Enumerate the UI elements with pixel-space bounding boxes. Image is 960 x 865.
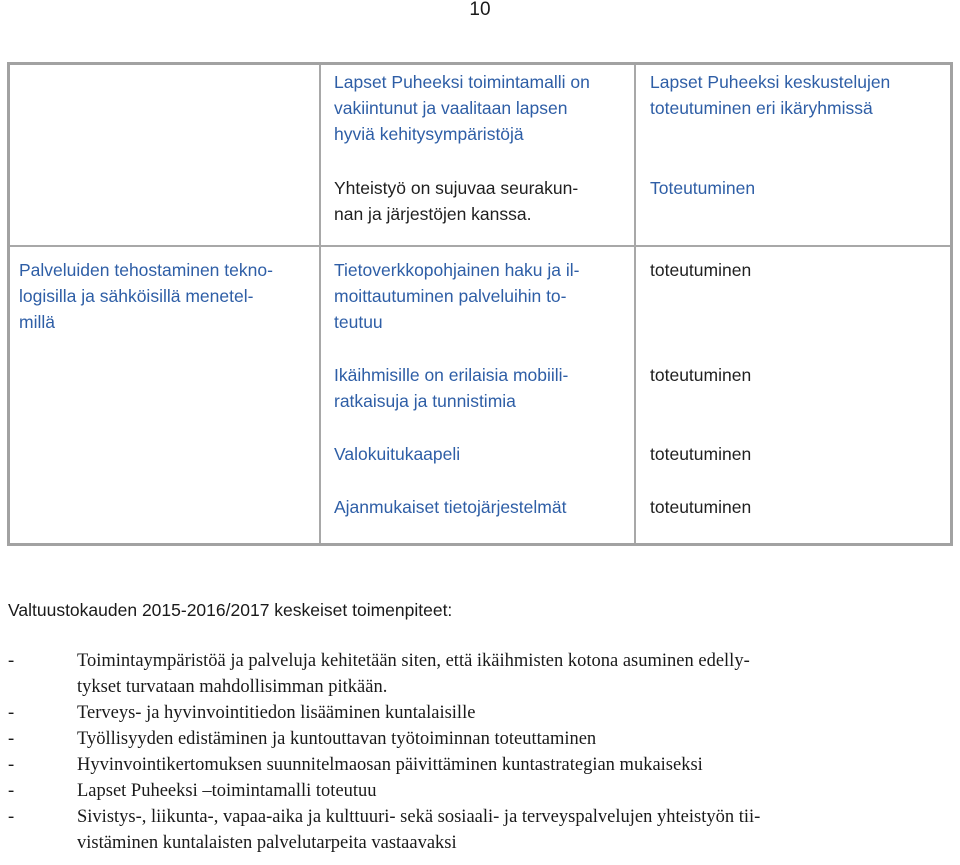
goal-cell: Ajanmukaiset tietojärjestelmät: [334, 497, 567, 517]
goal-cell: Ikäihmisille on erilaisia mobiili- ratkaisuja ja tunnistimia: [334, 365, 569, 411]
measure-cell: Toteutuminen: [650, 178, 756, 198]
measure-cell: toteutuminen: [650, 444, 752, 464]
list-item: [8, 804, 952, 856]
list-item-text: Hyvinvointikertomuksen suunnitelmaosan päivittäminen kuntastrategian mukaiseksi: [77, 755, 703, 775]
row-divider: [10, 245, 950, 247]
header-goal: Lapset Puheeksi toimintamalli on vakiintunut ja vaalitaan lapsen hyviä kehitysympäristöjä: [334, 72, 590, 144]
list-item-text: Toimintaympäristöä ja palveluja kehitetään siten, että ikäihmisten kotona asuminen edelly- tykset turvataan mahdollisimman pitkään.: [77, 651, 750, 697]
list-item-text: Sivistys-, liikunta-, vapaa-aika ja kulttuuri- sekä sosiaali- ja terveyspalvelujen yhteistyön tii- vistäminen kuntalaisten palvelutarpeita vastaavaksi: [77, 807, 761, 853]
dash-marker: -: [8, 781, 15, 801]
list-item: [8, 726, 952, 752]
list-item-text: Terveys- ja hyvinvointitiedon lisääminen kuntalaisille: [77, 703, 476, 723]
list-item: [8, 700, 952, 726]
header-measure: Lapset Puheeksi keskustelujen toteutuminen eri ikäryhmissä: [650, 72, 891, 118]
dash-marker: -: [8, 729, 15, 749]
section-title: Palveluiden tehostaminen tekno- logisilla ja sähköisillä menetel- millä: [19, 260, 273, 332]
list-item-text: Lapset Puheeksi –toimintamalli toteutuu: [77, 781, 377, 801]
goal-cell: Yhteistyö on sujuvaa seurakun- nan ja järjestöjen kanssa.: [334, 178, 579, 224]
list-item-text: Työllisyyden edistäminen ja kuntouttavan työtoiminnan toteuttaminen: [77, 729, 597, 749]
list-item: [8, 778, 952, 804]
measure-cell: toteutuminen: [650, 260, 752, 280]
goals-table: [7, 62, 953, 546]
measure-cell: toteutuminen: [650, 365, 752, 385]
dash-marker: -: [8, 807, 15, 827]
dash-marker: -: [8, 755, 15, 775]
actions-list: [8, 648, 952, 856]
actions-heading: Valtuustokauden 2015-2016/2017 keskeiset toimenpiteet:: [8, 600, 453, 620]
page-number: 10: [469, 0, 491, 20]
column-divider: [634, 65, 636, 543]
column-divider: [319, 65, 321, 543]
list-item: [8, 752, 952, 778]
measure-cell: toteutuminen: [650, 497, 752, 517]
dash-marker: -: [8, 651, 15, 671]
goal-cell: Valokuitukaapeli: [334, 444, 461, 464]
dash-marker: -: [8, 703, 15, 723]
goal-cell: Tietoverkkopohjainen haku ja il- moittautuminen palveluihin to- teutuu: [334, 260, 580, 332]
list-item: [8, 648, 952, 700]
